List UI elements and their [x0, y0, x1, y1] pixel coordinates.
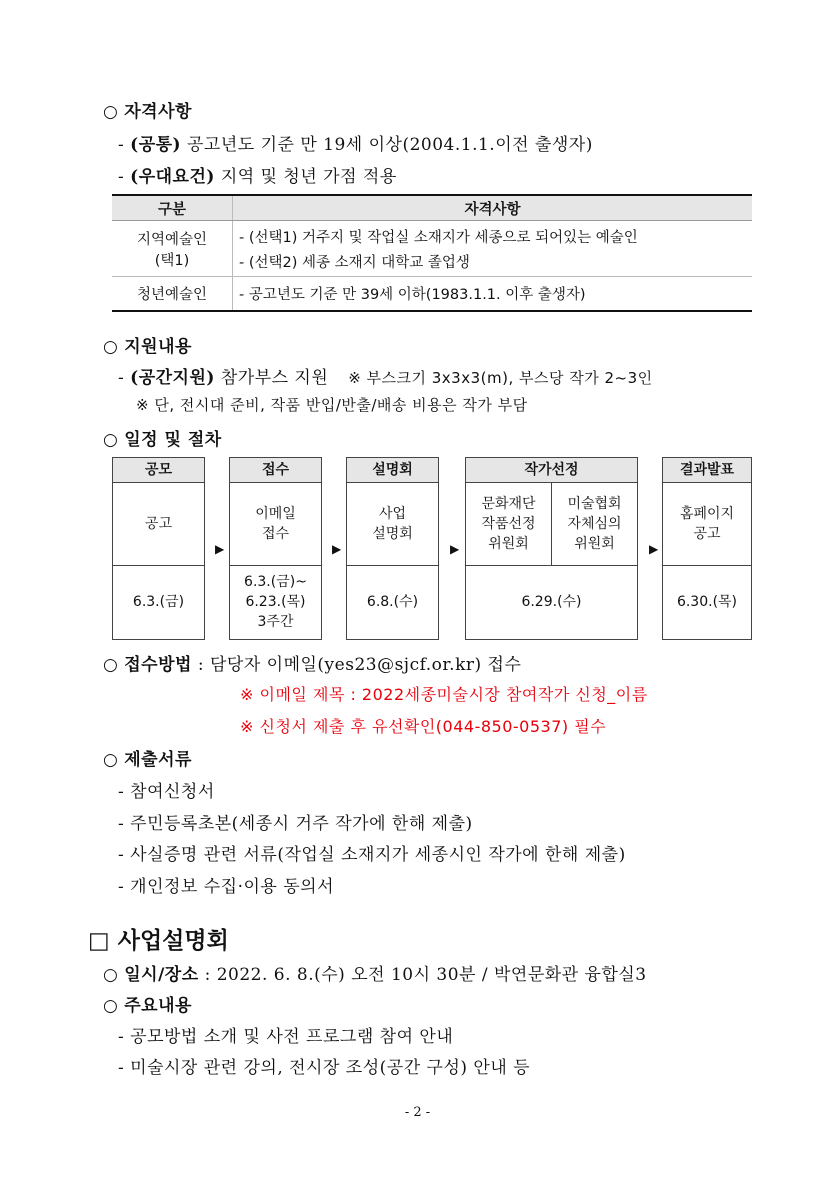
bullet: ○: [103, 102, 119, 122]
art-association-committee: 미술협회 자체심의 위원회: [567, 496, 622, 552]
arrow-icon: ▶: [215, 542, 225, 556]
application-method: ○ 접수방법 : 담당자 이메일(yes23@sjcf.or.kr) 접수: [103, 655, 522, 675]
list-item: - 사실증명 관련 서류(작업실 소재지가 세종시인 작가에 한해 제출): [118, 845, 626, 865]
stage-announcement: 결과발표 홈페이지 공고 6.30.(목): [662, 457, 752, 640]
stage-selection: 작가선정 문화재단 작품선정 위원회 미술협회 자체심의 위원회 6.29.(수): [465, 457, 638, 640]
briefing-main-heading: ○ 주요내용: [103, 996, 192, 1016]
phone-confirm-note: ※ 신청서 제출 후 유선확인(044-850-0537) 필수: [240, 717, 607, 736]
support-heading: ○ 지원내용: [103, 337, 192, 357]
support-note: ※ 단, 전시대 준비, 작품 반입/반출/배송 비용은 작가 부담: [136, 396, 528, 414]
common-requirement: - (공통) 공고년도 기준 만 19세 이상(2004.1.1.이전 출생자): [118, 135, 593, 155]
stage-receipt: 접수 이메일 접수 6.3.(금)~ 6.23.(목) 3주간: [229, 457, 322, 640]
table-row: 지역예술인 (택1) - (선택1) 거주지 및 작업실 소재지가 세종으로 되어있는 예술인 - (선택2) 세종 소재지 대학교 졸업생: [112, 221, 752, 277]
arrow-icon: ▶: [649, 542, 659, 556]
list-item: - 개인정보 수집·이용 동의서: [118, 877, 335, 897]
list-item: - 주민등록초본(세종시 거주 작가에 한해 제출): [118, 814, 473, 834]
list-item: - 참여신청서: [118, 782, 215, 802]
table-header: 자격사항: [233, 195, 753, 221]
section-heading: □ 사업설명회: [88, 928, 229, 954]
space-support: - (공간지원) 참가부스 지원 ※ 부스크기 3x3x3(m), 부스당 작가 2~3인: [118, 368, 653, 388]
briefing-datetime: ○ 일시/장소 : 2022. 6. 8.(수) 오전 10시 30분 / 박연문화관 융합실3: [103, 965, 647, 985]
foundation-committee: 문화재단 작품선정 위원회: [466, 483, 552, 565]
stage-briefing: 설명회 사업 설명회 6.8.(수): [346, 457, 439, 640]
checkbox-square-icon: □: [88, 928, 110, 954]
table-header: 구분: [112, 195, 233, 221]
table-row: 청년예술인 - 공고년도 기준 만 39세 이하(1983.1.1. 이후 출생자): [112, 277, 752, 311]
stage-call: 공모 공고 6.3.(금): [112, 457, 205, 640]
documents-heading: ○ 제출서류: [103, 750, 192, 770]
page-number: - 2 -: [404, 1105, 431, 1120]
schedule-heading: ○ 일정 및 절차: [103, 430, 222, 450]
list-item: - 공모방법 소개 및 사전 프로그램 참여 안내: [118, 1027, 454, 1047]
arrow-icon: ▶: [450, 542, 460, 556]
list-item: - 미술시장 관련 강의, 전시장 조성(공간 구성) 안내 등: [118, 1058, 531, 1078]
qualifications-table: [112, 194, 752, 312]
email-subject-note: ※ 이메일 제목 : 2022세종미술시장 참여작가 신청_이름: [240, 685, 648, 704]
arrow-icon: ▶: [332, 542, 342, 556]
preferred-requirement: - (우대요건) 지역 및 청년 가점 적용: [118, 167, 397, 187]
qualifications-heading: ○ 자격사항: [103, 102, 192, 122]
